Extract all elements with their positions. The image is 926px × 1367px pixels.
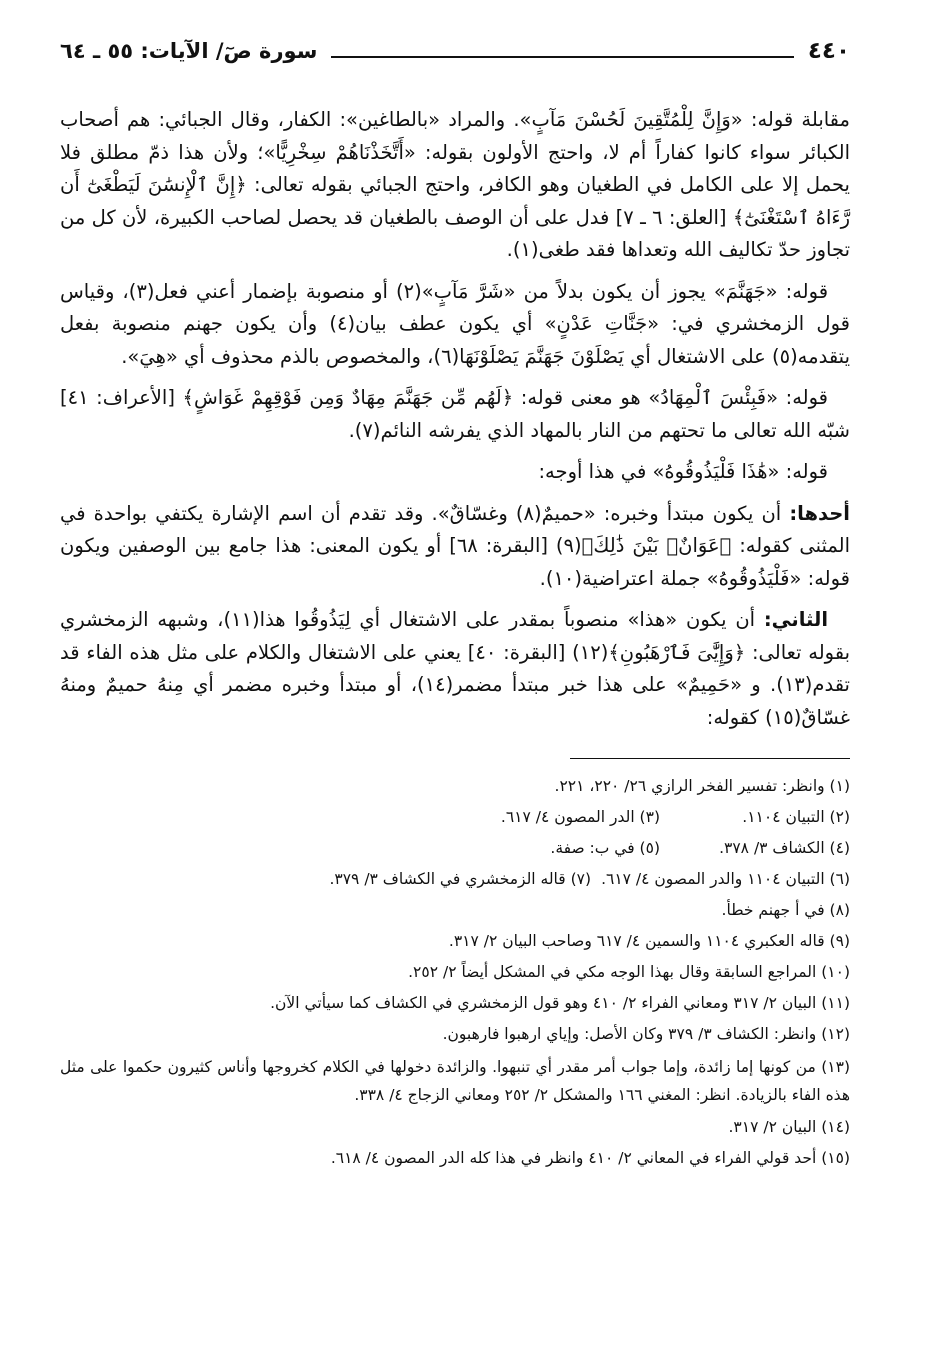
footnote-10: (١٠) المراجع السابقة وقال بهذا الوجه مكي في المشكل أيضاً ٢/ ٢٥٢. — [408, 963, 850, 981]
footnote-6: (٦) التبيان ١١٠٤ والدر المصون ٤/ ٦١٧. — [601, 870, 850, 888]
paragraph-3: قوله: «فَبِئْسَ ٱلْمِهَادُ» هو معنى قوله: ﴿لَهُم مِّن جَهَنَّمَ مِهَادٌ وَمِن فَوْقِهِمْ غَوَاشٍ﴾ [الأعراف: ٤١] شبّه الله تعالى ما تحتهم من النار بالمهاد الذي يفرشه النائم(٧). — [60, 386, 850, 442]
footnote-separator — [570, 758, 850, 759]
footnote-row — [60, 833, 850, 864]
footnotes — [60, 771, 850, 1174]
footnote-13: (١٣) من كونها إما زائدة، وإما جواب أمر مقدر أي تنبهوا. والزائدة دخولها في الكلام كخروجها وأناس كثيرون حكموا على مثل هذه الفاء بالزيادة. انظر: المغني ١٦٦ والمشكل ٢/ ٢٥٢ ومعاني الزجاج ٤/ ٣٣٨. — [60, 1058, 850, 1104]
footnote-4: (٤) الكشاف ٣/ ٣٧٨. — [719, 839, 850, 857]
footnote-row — [60, 895, 850, 926]
footnote-row — [60, 1112, 850, 1143]
footnote-row — [60, 864, 850, 895]
footnote-12: (١٢) وانظر: الكشاف ٣/ ٣٧٩ وكان الأصل: وإياي ارهبوا فارهبون. — [442, 1025, 850, 1043]
footnote-row — [60, 771, 850, 802]
header-rule — [331, 56, 794, 58]
footnote-row — [60, 1143, 850, 1174]
footnote-11: (١١) البيان ٢/ ٣١٧ ومعاني الفراء ٢/ ٤١٠ وهو قول الزمخشري في الكشاف كما سيأتي الآن. — [270, 994, 850, 1012]
footnote-7: (٧) قاله الزمخشري في الكشاف ٣/ ٣٧٩. — [329, 870, 592, 888]
footnote-14: (١٤) البيان ٢/ ٣١٧. — [728, 1118, 850, 1136]
footnote-9: (٩) قاله العكبري ١١٠٤ والسمين ٤/ ٦١٧ وصاحب البيان ٢/ ٣١٧. — [448, 932, 850, 950]
footnote-2: (٢) التبيان ١١٠٤. — [742, 808, 850, 826]
running-head — [60, 38, 850, 66]
paragraph-5-text: أن يكون مبتدأ وخبره: «حميمٌ(٨) وغسّاقٌ». وقد تقدم أن اسم الإشارة يكتفي بواحدة في المثنى كقوله: ﴿عَوَانٌۢ بَيْنَ ذَٰلِكَ﴾(٩) [البقرة: ٦٨] أو يكون المعنى: هذا جامع بين الوصفين ويكون قوله: «فَلْيَذُوقُوهُ» جملة اعتراضية(١٠). — [60, 501, 851, 590]
footnote-row — [60, 802, 850, 833]
paragraph-6-text: أن يكون «هذا» منصوباً بمقدر على الاشتغال أي لِيَذُوقُوا هذا(١١)، وشبهه الزمخشري بقوله تعالى: ﴿وَإِيَّٰىَ فَٱرْهَبُونِ﴾(١٢) [البقرة: ٤٠] يعني على الاشتغال والكلام على مثل هذه الفاء قد تقدم(١٣). و «حَمِيمٌ» على هذا خبر مبتدأ مضمر(١٤)، أو مبتدأ وخبره مضمر أي مِنهُ حميمٌ ومنهُ غسّاقٌ(١٥) كقوله: — [60, 608, 851, 729]
main-text — [60, 104, 850, 734]
footnote-3: (٣) الدر المصون ٤/ ٦١٧. — [500, 808, 660, 826]
footnote-row — [60, 1019, 850, 1050]
surah-title: سورة صٓ/ الآيات: ٥٥ ـ ٦٤ — [60, 39, 318, 63]
page-number: ٤٤٠ — [807, 38, 850, 64]
footnote-15: (١٥) أحد قولي الفراء في المعاني ٢/ ٤١٠ وانظر في هذا كله الدر المصون ٤/ ٦١٨. — [330, 1149, 850, 1167]
paragraph-4: قوله: «هَٰذَا فَلْيَذُوقُوهُ» في هذا أوجه: — [538, 460, 828, 483]
footnote-5: (٥) في ب: صفة. — [550, 839, 660, 857]
footnote-1: (١) وانظر: تفسير الفخر الرازي ٢٦/ ٢٢٠، ٢٢١. — [554, 777, 850, 795]
paragraph-6 — [60, 604, 850, 734]
paragraph-1: مقابلة قوله: «وَإِنَّ لِلْمُتَّقِينَ لَحُسْنَ مَآبٍ». والمراد «بالطاغين»: الكفار، وقال الجبائي: هم أصحاب الكبائر سواء كانوا كفاراً أم لا، واحتج الأولون بقوله: «أَتَّخَذْنَاهُمْ سِخْرِيًّا»؛ ولأن هذا ذمّ مطلق فلا يحمل إلا على الكامل في الطغيان وهو الكافر، واحتج الجبائي بقوله تعالى: ﴿إِنَّ ٱلْإِنسَٰنَ لَيَطْغَىٰٓ أَن رَّءَاهُ ٱسْتَغْنَىٰٓ﴾ [العلق: ٦ ـ ٧] فدل على أن الوصف بالطغيان قد يحصل لصاحب الكبيرة، لأن كل من تجاوز حدّ تكاليف الله وتعداها فقد طغى(١). — [60, 108, 850, 261]
footnote-row — [60, 957, 850, 988]
page — [60, 38, 850, 1174]
footnote-row — [60, 988, 850, 1019]
paragraph-2: قوله: «جَهَنَّمَ» يجوز أن يكون بدلاً من «شَرَّ مَآبٍ»(٢) أو منصوبة بإضمار أعني فعل(٣)، وقياس قول الزمخشري في: «جَنَّاتِ عَدْنٍ» أي يكون عطف بيان(٤) وأن يكون جهنم منصوبة بفعل يتقدمه(٥) على الاشتغال أي يَصْلَوْنَ جَهَنَّمَ يَصْلَوْنَهَا(٦)، والمخصوص بالذم محذوف أي «هِيَ». — [60, 279, 850, 368]
paragraph-5 — [60, 498, 850, 596]
footnote-8: (٨) في أ جهنم خطأ. — [721, 901, 850, 919]
paragraph-5-lead: أحدها: — [789, 501, 850, 525]
paragraph-6-lead: الثاني: — [763, 608, 829, 631]
footnote-row — [60, 926, 850, 957]
